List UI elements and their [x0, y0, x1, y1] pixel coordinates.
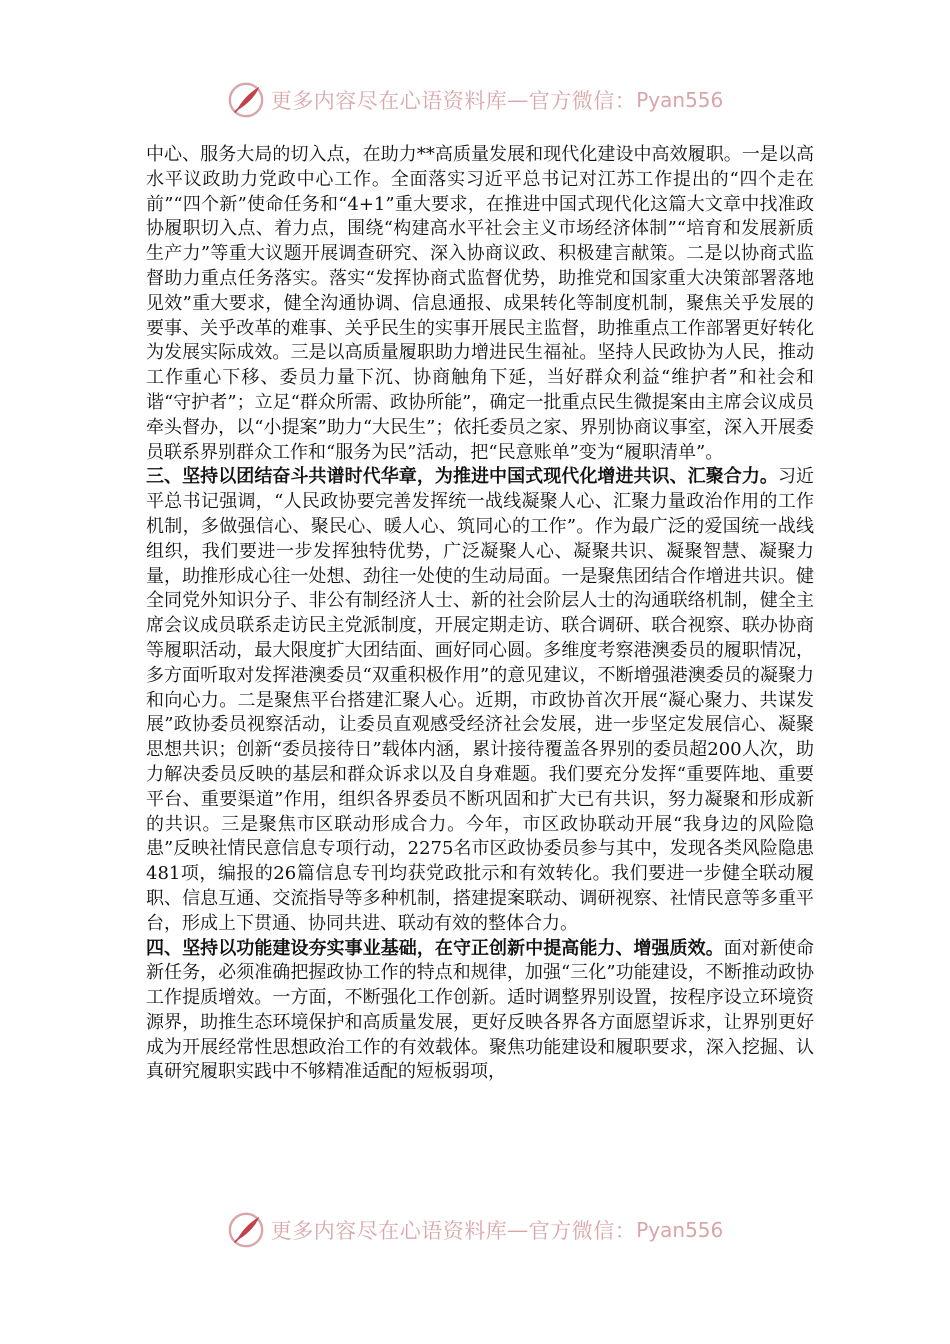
- section-three: [146, 465, 814, 936]
- section-three-text: 习近平总书记强调，“人民政协要完善发挥统一战线凝聚人心、汇聚力量政治作用的工作机制，多做强信心、聚民心、暖人心、筑同心的工作”。作为最广泛的爱国统一战线组织，我们要进一步发挥独特优势，广泛凝聚人心、凝聚共识、凝聚智慧、凝聚力量，助推形成心往一处想、劲往一处使的生动局面。一是聚焦团结合作增进共识。健全同党外知识分子、非公有制经济人士、新的社会阶层人士的沟通联络机制，健全主席会议成员联系走访民主党派制度，开展定期走访、联合调研、联合视察、联办协商等履职活动，最大限度扩大团结面、画好同心圆。多维度考察港澳委员的履职情况，多方面听取对发挥港澳委员“双重积极作用”的意见建议，不断增强港澳委员的凝聚力和向心力。二是聚焦平台搭建汇聚人心。近期，市政协首次开展“凝心聚力、共谋发展”政协委员视察活动，让委员直观感受经济社会发展，进一步坚定发展信心、凝聚思想共识；创新“委员接待日”载体内涵，累计接待覆盖各界别的委员超200人次，助力解决委员反映的基层和群众诉求以及自身难题。我们要充分发挥“重要阵地、重要平台、重要渠道”作用，组织各界委员不断巩固和扩大已有共识，努力凝聚和形成新的共识。三是聚焦市区联动形成合力。今年，市区政协联动开展“我身边的风险隐患”反映社情民意信息专项行动，2275名市区政协委员参与其中，发现各类风险隐患481项，编报的26篇信息专刊均获党政批示和有效转化。我们要进一步健全联动履职、信息互通、交流指导等多种机制，搭建提案联动、调研视察、社情民意等多重平台，形成上下贯通、协同共进、联动有效的整体合力。: [146, 466, 815, 934]
- section-four-heading: 四、坚持以功能建设夯实事业基础，在守正创新中提高能力、增强质效。: [146, 937, 724, 959]
- watermark-site-text: 更多内容尽在心语资料库: [270, 89, 508, 113]
- watermark-wechat-id: Pyan556: [636, 1218, 724, 1242]
- watermark-wechat-id: Pyan556: [636, 88, 724, 112]
- watermark-wechat-label: 官方微信：: [528, 1219, 637, 1243]
- footer-watermark: [0, 1210, 950, 1250]
- paragraph-text: 中心、服务大局的切入点，在助力**高质量发展和现代化建设中高效履职。一是以高水平议政助力党政中心工作。全面落实习近平总书记对江苏工作提出的“四个走在前”“四个新”使命任务和“4+1”重大要求，在推进中国式现代化这篇大文章中找准政协履职切入点、着力点，围绕“构建高水平社会主义市场经济体制”“培育和发展新质生产力”等重大议题开展调查研究、深入协商议政、积极建言献策。二是以协商式监督助力重点任务落实。落实“发挥协商式监督优势，助推党和国家重大决策部署落地见效”重大要求，健全沟通协调、信息通报、成果转化等制度机制，聚焦关乎发展的要事、关乎改革的难事、关乎民生的实事开展民主监督，助推重点工作部署更好转化为发展实际成效。三是以高质量履职助力增进民生福祉。坚持人民政协为人民，推动工作重心下移、委员力量下沉、协商触角下延，当好群众利益“维护者”和社会和谐“守护者”；立足“群众所需、政协所能”，确定一批重点民生微提案由主席会议成员牵头督办，以“小提案”助力“大民生”；依托委员之家、界别协商议事室，深入开展委员联系界别群众工作和“服务为民”活动，把“民意账单”变为“履职清单”。: [146, 144, 814, 463]
- body-paragraph: [146, 143, 814, 465]
- section-four-text: 面对新使命新任务，必须准确把握政协工作的特点和规律，加强“三化”功能建设，不断推动政协工作提质增效。一方面，不断强化工作创新。适时调整界别设置，按程序设立环境资源界，助推生态环境保护和高质量发展，更好反映各界各方面愿望诉求，让界别更好成为开展经常性思想政治工作的有效载体。聚焦功能建设和履职要求，深入挖掘、认真研究履职实践中不够精准适配的短板弱项，: [146, 937, 815, 1083]
- watermark-wechat-label: 官方微信：: [528, 89, 637, 113]
- section-four: [146, 937, 814, 1086]
- feather-pen-logo-icon: [227, 81, 265, 119]
- watermark-site-text: 更多内容尽在心语资料库: [270, 1219, 508, 1243]
- watermark-separator: —: [507, 88, 529, 112]
- feather-pen-logo-icon: [227, 1211, 265, 1249]
- section-three-heading: 三、坚持以团结奋斗共谱时代华章，为推进中国式现代化增进共识、汇聚合力。: [146, 466, 778, 488]
- watermark-separator: —: [507, 1218, 529, 1242]
- document-body: [146, 143, 814, 1085]
- header-watermark: [0, 80, 950, 120]
